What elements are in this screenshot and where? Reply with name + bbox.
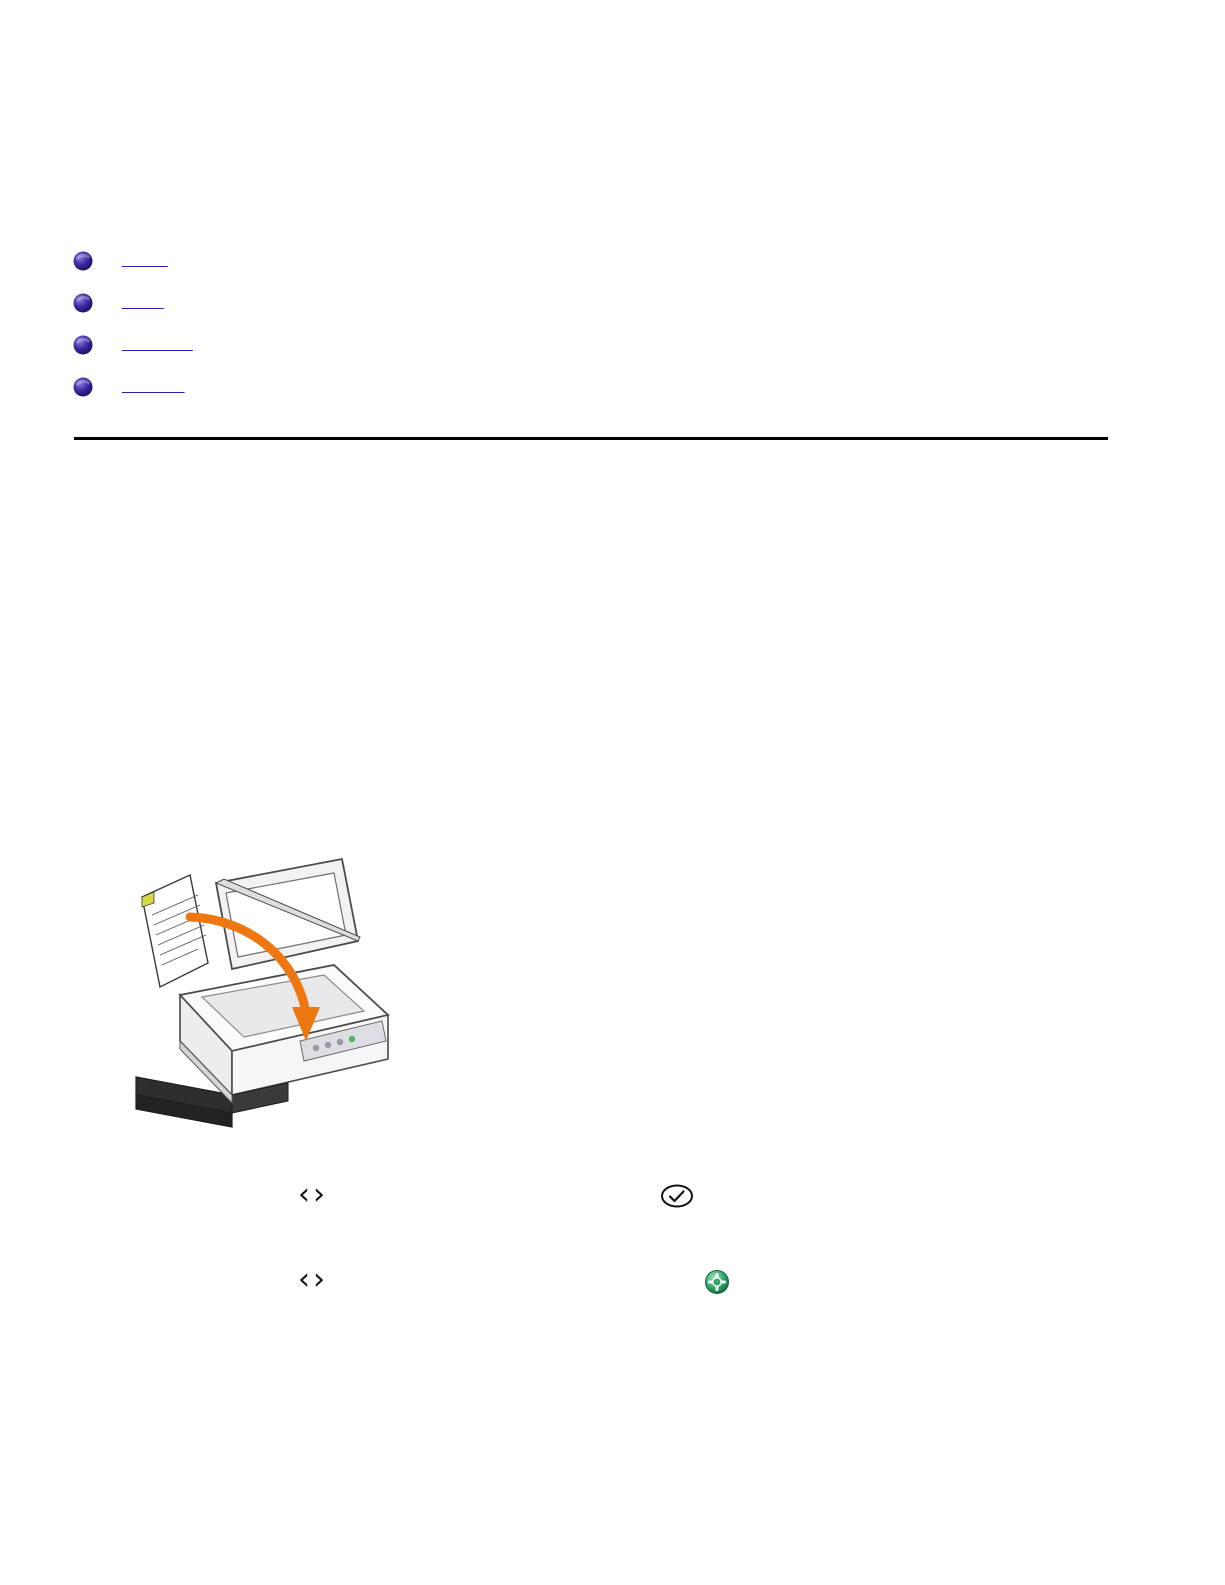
list-item[interactable] — [72, 282, 1112, 324]
list-item[interactable] — [72, 240, 1112, 282]
list-item-link[interactable] — [122, 294, 164, 312]
left-right-arrow-keys-icon: ‹› — [298, 1177, 328, 1212]
place-document-on-scanner-glass-illustration — [120, 845, 450, 1155]
list-item[interactable] — [72, 366, 1112, 408]
start-button-icon[interactable] — [703, 1268, 731, 1296]
list-item[interactable] — [72, 324, 1112, 366]
list-item-link[interactable] — [122, 378, 185, 396]
bullet-sphere-icon — [72, 250, 94, 272]
select-checkmark-button-icon[interactable] — [660, 1183, 694, 1209]
start-button-row — [703, 1268, 731, 1296]
select-button-row — [660, 1183, 694, 1209]
table-of-contents — [72, 240, 1112, 408]
list-item-link[interactable] — [122, 336, 193, 354]
bullet-sphere-icon — [72, 334, 94, 356]
bullet-sphere-icon — [72, 292, 94, 314]
list-item-link[interactable] — [122, 252, 168, 270]
bullet-sphere-icon — [72, 376, 94, 398]
left-right-arrow-keys-icon: ‹› — [298, 1262, 328, 1297]
section-divider — [74, 437, 1108, 440]
step-arrow-keys-row-1 — [298, 1177, 328, 1212]
step-arrow-keys-row-2 — [298, 1262, 328, 1297]
